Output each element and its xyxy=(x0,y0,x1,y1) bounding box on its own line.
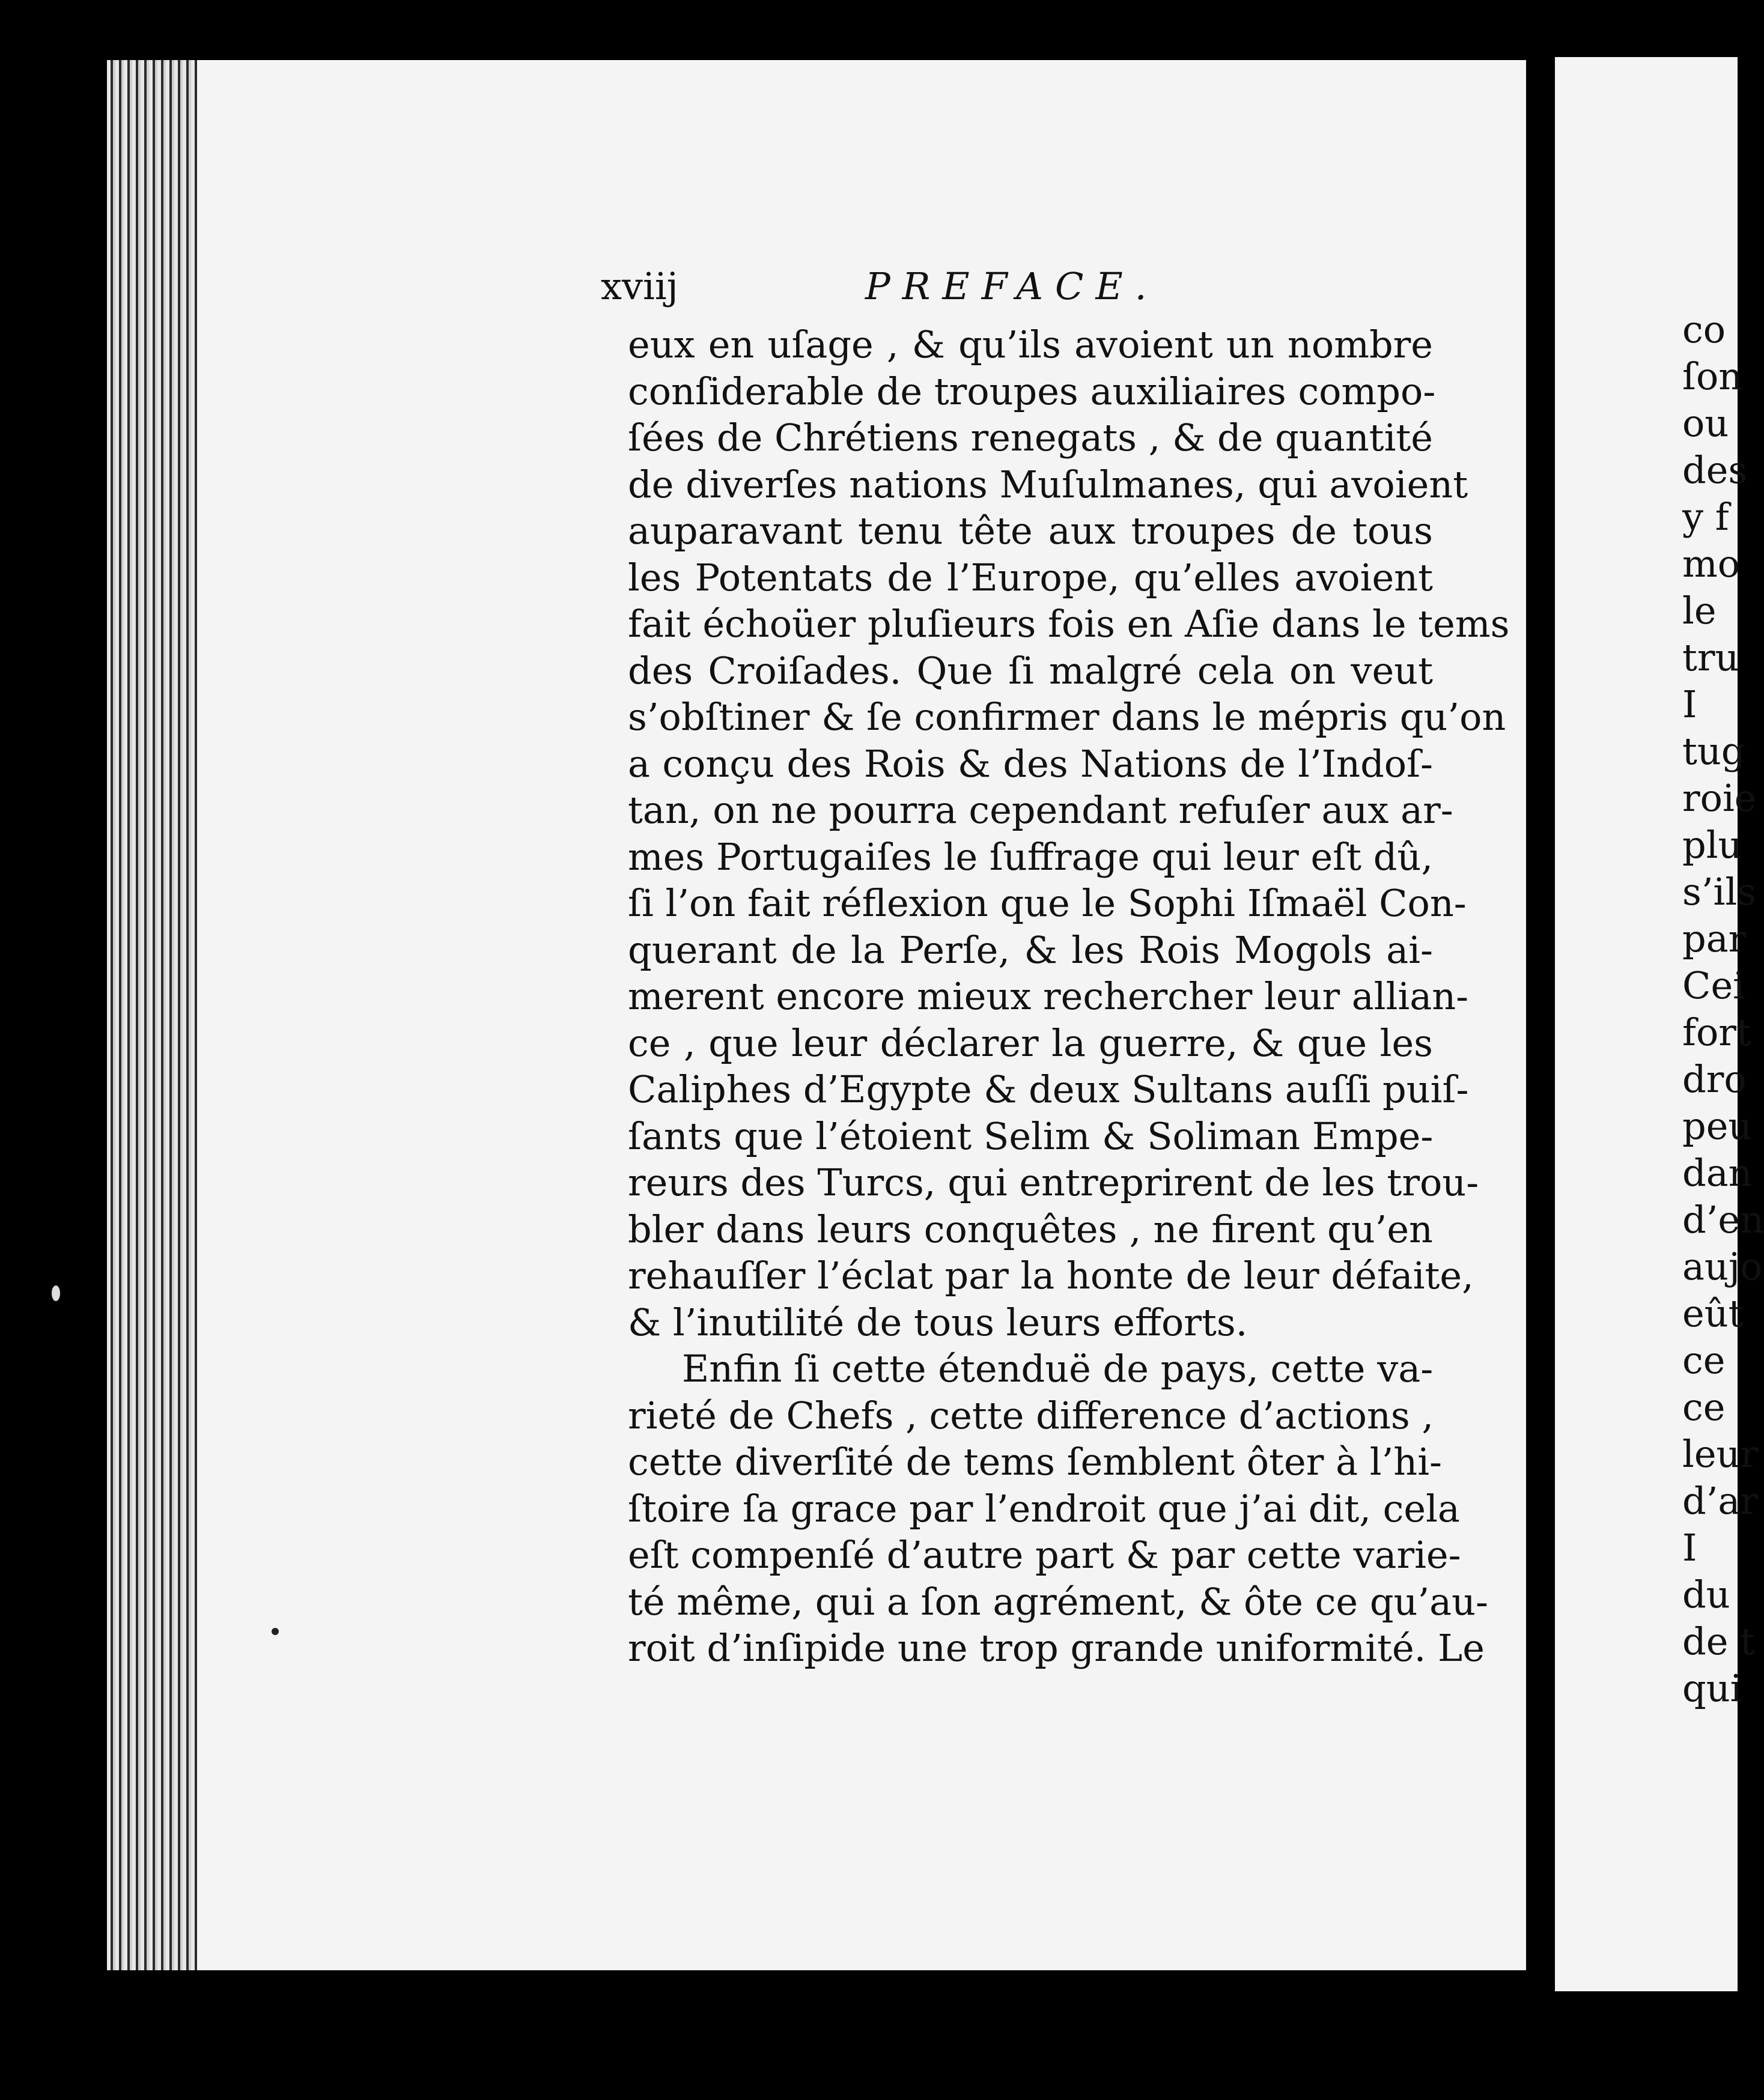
text-fragment: ce xyxy=(1682,1385,1726,1429)
text-line: a conçu des Rois & des Nations de l’Indoſ- xyxy=(628,741,1433,786)
text-line: té même, qui a ſon agrément, & ôte ce qu’au- xyxy=(628,1579,1488,1624)
text-fragment: plu xyxy=(1682,823,1742,867)
text-line: tan, on ne pourra cependant refuſer aux ar- xyxy=(628,788,1453,832)
text-fragment: par xyxy=(1682,917,1747,960)
text-fragment: ſon xyxy=(1682,354,1743,398)
text-fragment: s’ils xyxy=(1682,870,1757,914)
text-fragment: aujo xyxy=(1682,1245,1763,1288)
margin-speck xyxy=(52,1285,60,1301)
text-line: auparavant tenu tête aux troupes de tous xyxy=(628,509,1433,553)
text-fragment: de t xyxy=(1682,1619,1756,1663)
text-fragment: I xyxy=(1682,1526,1697,1570)
text-line: querant de la Perſe, & les Rois Mogols ai- xyxy=(628,927,1433,972)
text-line: rieté de Chefs , cette difference d’actions , xyxy=(628,1393,1434,1437)
text-fragment: d’ar xyxy=(1682,1479,1758,1523)
text-fragment: I xyxy=(1682,682,1697,726)
text-line: ſants que l’étoient Selim & Soliman Empe- xyxy=(628,1114,1434,1158)
text-line: s’obſtiner & ſe confirmer dans le mépris qu’on xyxy=(628,695,1506,739)
text-fragment: qui xyxy=(1682,1666,1742,1710)
text-line: mes Portugaiſes le ſuffrage qui leur eſt dû, xyxy=(628,834,1434,879)
text-line: bler dans leurs conquêtes , ne firent qu’en xyxy=(628,1207,1433,1251)
text-line: cette diverſité de tems ſemblent ôter à l’hi- xyxy=(628,1440,1443,1484)
text-fragment: ou xyxy=(1682,401,1729,445)
text-line: eux en uſage , & qu’ils avoient un nombre xyxy=(628,323,1433,366)
text-line: ſées de Chrétiens renegats , & de quantité xyxy=(628,416,1433,460)
text-fragment: tug xyxy=(1682,729,1745,773)
text-fragment: dro xyxy=(1682,1057,1747,1101)
text-line: rehauſſer l’éclat par la honte de leur défaite, xyxy=(628,1254,1474,1297)
running-head-title: PREFACE. xyxy=(865,264,1159,308)
text-fragment: d’en xyxy=(1682,1198,1764,1242)
text-fragment: ce xyxy=(1682,1338,1726,1382)
right-page-text-fragments xyxy=(1682,306,1764,1712)
text-fragment: leur xyxy=(1682,1432,1759,1476)
text-fragment: mo xyxy=(1682,542,1741,586)
text-line: les Potentats de l’Europe, qu’elles avoient xyxy=(628,555,1433,599)
text-line-paragraph-end: & l’inutilité de tous leurs efforts. xyxy=(628,1300,1248,1344)
text-line: ce , que leur déclarer la guerre, & que les xyxy=(628,1021,1433,1065)
page-number: xviij xyxy=(601,264,678,308)
text-line: reurs des Turcs, qui entreprirent de les trou- xyxy=(628,1161,1479,1204)
text-line: des Croiſades. Que ſi malgré cela on veut xyxy=(628,648,1433,693)
left-page-text xyxy=(628,321,1510,1672)
text-line: de diverſes nations Muſulmanes, qui avoient xyxy=(628,462,1468,506)
text-fragment: peu xyxy=(1682,1104,1753,1148)
text-fragment: tru xyxy=(1682,636,1739,679)
text-fragment: Cei xyxy=(1682,964,1745,1007)
text-line: ſtoire ſa grace par l’endroit que j’ai dit, cela xyxy=(628,1486,1460,1531)
margin-speck xyxy=(272,1628,279,1635)
text-fragment: dan xyxy=(1682,1151,1753,1195)
text-line: merent encore mieux rechercher leur allian- xyxy=(628,974,1469,1018)
book-page-edges xyxy=(107,60,209,1970)
text-fragment: du xyxy=(1682,1573,1730,1616)
text-line: Caliphes d’Egypte & deux Sultans auſſi puiſ- xyxy=(628,1067,1469,1111)
text-line: eſt compenſé d’autre part & par cette varie- xyxy=(628,1533,1461,1577)
text-fragment: co xyxy=(1682,308,1726,351)
text-fragment: fort xyxy=(1682,1010,1751,1054)
text-fragment: le xyxy=(1682,589,1717,633)
text-fragment: eût xyxy=(1682,1291,1744,1335)
text-line: roit d’inſipide une trop grande uniformité. Le xyxy=(628,1626,1485,1670)
text-fragment: roie xyxy=(1682,776,1757,820)
text-line-paragraph-start: Enfin ſi cette étenduë de pays, cette va- xyxy=(682,1347,1434,1391)
text-fragment: y f xyxy=(1682,495,1729,539)
text-fragment: des xyxy=(1682,448,1748,492)
text-line: fait échoüer pluſieurs fois en Aſie dans le tems xyxy=(628,602,1510,646)
text-line: ſi l’on fait réflexion que le Sophi Iſmaël Con- xyxy=(628,881,1467,925)
text-line: conſiderable de troupes auxiliaires compo- xyxy=(628,369,1436,413)
